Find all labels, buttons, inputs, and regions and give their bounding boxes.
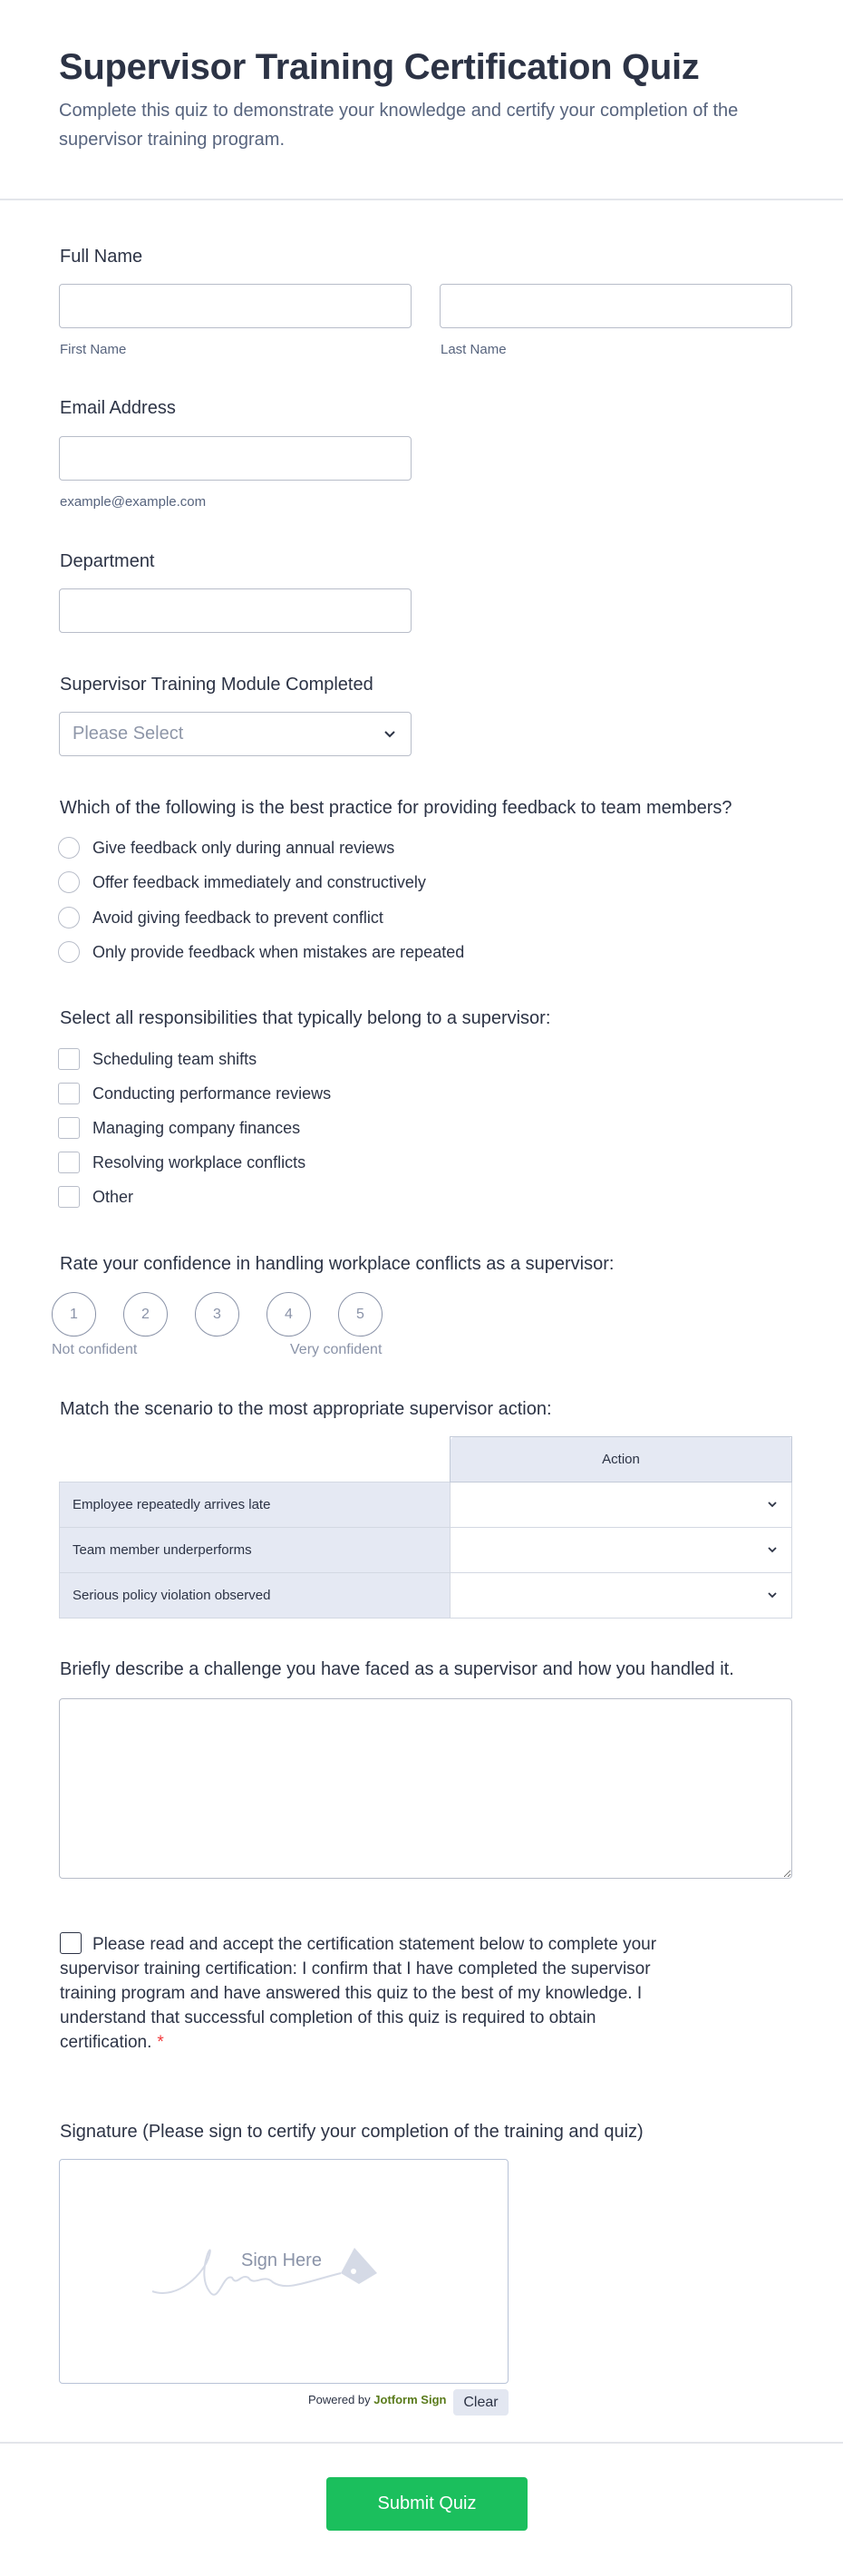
clear-signature-button[interactable]: Clear	[453, 2389, 509, 2416]
checkbox-option-label: Managing company finances	[92, 1118, 301, 1137]
first-name-sublabel: First Name	[60, 342, 127, 357]
page-subtitle: Complete this quiz to demonstrate your knowledge and certify your completion of the supervisor training program.	[59, 101, 739, 150]
page-title: Supervisor Training Certification Quiz	[59, 47, 700, 87]
signature-placeholder: Sign Here	[241, 2250, 322, 2270]
checkbox-option[interactable]	[58, 1082, 331, 1105]
radio-option-label: Avoid giving feedback to prevent conflict	[92, 908, 383, 927]
powered-by	[308, 2393, 446, 2406]
checkbox-option[interactable]	[58, 1116, 300, 1140]
rating-option-3[interactable]: 3	[195, 1292, 239, 1337]
radio-option-label: Only provide feedback when mistakes are repeated	[92, 942, 465, 961]
matrix-dropdown[interactable]	[451, 1528, 792, 1573]
checkbox[interactable]	[58, 1186, 80, 1208]
header-divider	[0, 199, 843, 200]
matrix-column-header: Action	[451, 1437, 792, 1482]
powered-by-text: Powered by	[308, 2393, 371, 2406]
certification-text: Please read and accept the certification statement below to complete your supervisor training certification: I confirm that I have completed the supervisor training program and have answered this quiz to the best of my knowledge. I understand that successful completion of this quiz is required to obtain certification.	[60, 1935, 657, 2052]
certification-checkbox[interactable]	[60, 1932, 82, 1954]
checkbox-option-label: Conducting performance reviews	[92, 1084, 332, 1103]
matrix-row-label: Employee repeatedly arrives late	[60, 1482, 451, 1528]
last-name-input[interactable]	[440, 284, 792, 328]
challenge-textarea[interactable]	[59, 1698, 792, 1879]
module-label: Supervisor Training Module Completed	[60, 675, 373, 695]
full-name-label: Full Name	[60, 247, 143, 267]
matrix-table	[59, 1436, 792, 1619]
feedback-question-label: Which of the following is the best practice for providing feedback to team members?	[60, 798, 732, 818]
department-input[interactable]	[59, 588, 412, 633]
rating-min-label: Not confident	[52, 1342, 138, 1357]
table-row	[60, 1573, 792, 1619]
radio-option[interactable]	[58, 940, 464, 964]
radio-option-label: Give feedback only during annual reviews	[92, 838, 395, 857]
email-sublabel: example@example.com	[60, 494, 207, 510]
checkbox-option-label: Scheduling team shifts	[92, 1049, 257, 1068]
challenge-label: Briefly describe a challenge you have faced as a supervisor and how you handled it.	[60, 1659, 734, 1679]
chevron-down-icon	[766, 1498, 779, 1511]
table-row	[60, 1528, 792, 1573]
rating-option-1[interactable]: 1	[52, 1292, 96, 1337]
checkbox[interactable]	[58, 1117, 80, 1139]
rating-option-2[interactable]: 2	[123, 1292, 168, 1337]
last-name-sublabel: Last Name	[441, 342, 507, 357]
module-select[interactable]	[59, 712, 412, 756]
table-row	[60, 1482, 792, 1528]
module-select-value: Please Select	[73, 724, 184, 744]
matrix-row-label: Serious policy violation observed	[60, 1573, 451, 1619]
chevron-down-icon	[766, 1543, 779, 1556]
jotform-sign-brand: Jotform Sign	[373, 2393, 447, 2406]
radio-button[interactable]	[58, 941, 80, 963]
matrix-empty-corner	[60, 1437, 451, 1482]
email-label: Email Address	[60, 398, 176, 418]
required-asterisk: *	[157, 2033, 164, 2052]
checkbox[interactable]	[58, 1083, 80, 1104]
department-label: Department	[60, 551, 155, 571]
matrix-row-label: Team member underperforms	[60, 1528, 451, 1573]
radio-button[interactable]	[58, 907, 80, 928]
radio-button[interactable]	[58, 871, 80, 893]
responsibilities-question-label: Select all responsibilities that typically belong to a supervisor:	[60, 1008, 551, 1028]
signature-pen-icon	[150, 2237, 422, 2309]
chevron-down-icon	[382, 725, 398, 742]
checkbox-option[interactable]	[58, 1185, 133, 1209]
checkbox-option-label: Other	[92, 1187, 134, 1206]
chevron-down-icon	[766, 1589, 779, 1601]
checkbox-option-label: Resolving workplace conflicts	[92, 1152, 306, 1171]
first-name-input[interactable]	[59, 284, 412, 328]
radio-option[interactable]	[58, 906, 383, 929]
rating-max-label: Very confident	[290, 1342, 383, 1357]
rating-option-5[interactable]: 5	[338, 1292, 383, 1337]
radio-button[interactable]	[58, 837, 80, 859]
checkbox[interactable]	[58, 1048, 80, 1070]
checkbox-option[interactable]	[58, 1151, 305, 1174]
radio-option[interactable]	[58, 836, 394, 860]
matrix-dropdown[interactable]	[451, 1573, 792, 1619]
email-input[interactable]	[59, 436, 412, 481]
checkbox[interactable]	[58, 1152, 80, 1173]
radio-option-label: Offer feedback immediately and constructively	[92, 872, 426, 891]
signature-label: Signature (Please sign to certify your completion of the training and quiz)	[60, 2122, 644, 2142]
submit-button[interactable]: Submit Quiz	[326, 2477, 528, 2531]
checkbox-option[interactable]	[58, 1047, 257, 1071]
radio-option[interactable]	[58, 870, 426, 894]
matrix-label: Match the scenario to the most appropriate supervisor action:	[60, 1399, 552, 1419]
certification-statement	[60, 1932, 703, 2055]
signature-pad[interactable]	[59, 2159, 509, 2384]
rating-option-4[interactable]: 4	[266, 1292, 311, 1337]
rating-label: Rate your confidence in handling workplace conflicts as a supervisor:	[60, 1254, 615, 1274]
matrix-dropdown[interactable]	[451, 1482, 792, 1528]
footer-divider	[0, 2442, 843, 2444]
